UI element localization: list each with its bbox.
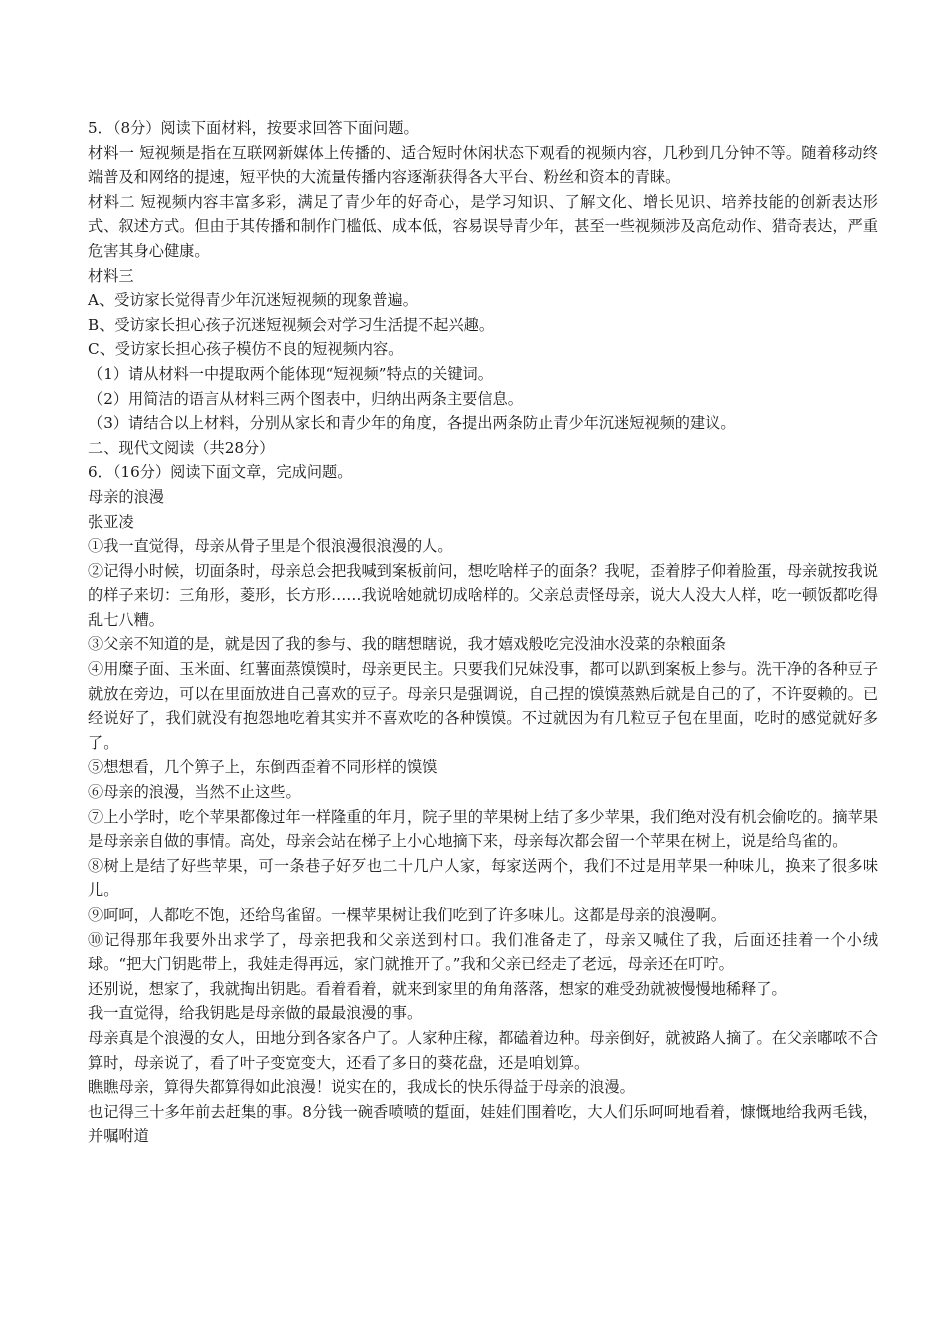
article-paragraph: ③父亲不知道的是，就是因了我的参与、我的瞎想瞎说，我才嬉戏般吃完没油水没菜的杂粮面条 bbox=[88, 635, 726, 654]
article-paragraph: 还别说，想家了，我就掏出钥匙。看着看着，就来到家里的角角落落，想家的难受劲就被慢慢地稀释了。 bbox=[88, 979, 787, 998]
article-paragraph: 瞧瞧母亲，算得失都算得如此浪漫！说实在的，我成长的快乐得益于母亲的浪漫。 bbox=[88, 1078, 635, 1097]
article-paragraph: 也记得三十多年前去赶集的事。8分钱一碗香喷喷的踅面，娃娃们围着吃，大人们乐呵呵地看着，慷慨地给我两毛钱，并嘱咐道 bbox=[88, 1102, 878, 1146]
q5-option-b: B、受访家长担心孩子沉迷短视频会对学习生活提不起兴趣。 bbox=[88, 315, 495, 334]
q6-heading: 6．（16分）阅读下面文章，完成问题。 bbox=[88, 463, 353, 482]
article-author: 张亚凌 bbox=[88, 512, 134, 531]
q5-subquestion-3: （3）请结合以上材料，分别从家长和青少年的角度，各提出两条防止青少年沉迷短视频的建议。 bbox=[88, 414, 736, 433]
article-paragraph: ⑥母亲的浪漫，当然不止这些。 bbox=[88, 783, 301, 802]
article-paragraph: ⑨呵呵，人都吃不饱，还给鸟雀留。一棵苹果树让我们吃到了许多味儿。这都是母亲的浪漫啊。 bbox=[88, 906, 726, 924]
q5-material-3-title: 材料三 bbox=[88, 266, 134, 285]
article-paragraph: ⑧树上是结了好些苹果，可一条巷子好歹也二十几户人家，每家送两个，我们不过是用苹果一种味儿，换来了很多味儿。 bbox=[88, 856, 878, 900]
q5-subquestion-2: （2）用简洁的语言从材料三两个图表中，归纳出两条主要信息。 bbox=[88, 389, 523, 408]
article-paragraph: 母亲真是个浪漫的女人，田地分到各家各户了。人家种庄稼，都磕着边种。母亲倒好，就被路人摘了。在父亲嘟哝不合算时，母亲说了，看了叶子变宽变大，还看了多日的葵花盘，还是咱划算。 bbox=[88, 1028, 878, 1072]
article-title: 母亲的浪漫 bbox=[88, 487, 164, 506]
section-2-heading: 二、现代文阅读（共28分） bbox=[88, 438, 275, 457]
q5-heading: 5．（8分）阅读下面材料，按要求回答下面问题。 bbox=[88, 119, 419, 137]
q5-subquestion-1: （1）请从材料一中提取两个能体现“短视频”特点的关键词。 bbox=[88, 364, 493, 383]
q5-option-c: C、受访家长担心孩子模仿不良的短视频内容。 bbox=[88, 340, 404, 359]
article-paragraph: ⑦上小学时，吃个苹果都像过年一样隆重的年月，院子里的苹果树上结了多少苹果，我们绝对没有机会偷吃的。摘苹果是母亲亲自做的事情。高处，母亲会站在梯子上小心地摘下来，母亲每次都会留一个苹果在树上，说是给鸟雀的。 bbox=[88, 807, 878, 851]
q5-material-1: 材料一 短视频是指在互联网新媒体上传播的、适合短时休闲状态下观看的视频内容，几秒到几分钟不等。随着移动终端普及和网络的提速，短平快的大流量传播内容逐渐获得各大平台、粉丝和资本的青睐。 bbox=[88, 143, 878, 187]
article-paragraph: ⑩记得那年我要外出求学了，母亲把我和父亲送到村口。我们准备走了，母亲又喊住了我，后面还挂着一个小绒球。“把大门钥匙带上，我娃走得再远，家门就推开了。”我和父亲已经走了老远，母亲还在叮咛。 bbox=[88, 930, 878, 974]
document-page bbox=[88, 116, 878, 1149]
article-paragraph: 我一直觉得，给我钥匙是母亲做的最最浪漫的事。 bbox=[88, 1004, 423, 1023]
article-paragraph: ①我一直觉得，母亲从骨子里是个很浪漫很浪漫的人。 bbox=[88, 537, 453, 556]
q5-material-2: 材料二 短视频内容丰富多彩，满足了青少年的好奇心，是学习知识、了解文化、增长见识、培养技能的创新表达形式、叙述方式。但由于其传播和制作门槛低、成本低，容易误导青少年，甚至一些视频涉及高危动作、猎奇表达，严重危害其身心健康。 bbox=[88, 192, 878, 260]
q5-option-a: A、受访家长觉得青少年沉迷短视频的现象普遍。 bbox=[88, 291, 418, 310]
article-paragraph: ⑤想想看，几个箅子上，东倒西歪着不同形样的馍馍 bbox=[88, 758, 438, 777]
article-paragraph: ④用糜子面、玉米面、红薯面蒸馍馍时，母亲更民主。只要我们兄妹没事，都可以趴到案板上参与。洗干净的各种豆子就放在旁边，可以在里面放进自己喜欢的豆子。母亲只是强调说，自己捏的馍馍蒸熟后就是自己的了，不许耍赖的。已经说好了，我们就没有抱怨地吃着其实并不喜欢吃的各种馍馍。不过就因为有几粒豆子包在里面，吃时的感觉就好多了。 bbox=[88, 660, 878, 752]
article-paragraph: ②记得小时候，切面条时，母亲总会把我喊到案板前问，想吃啥样子的面条？我呢，歪着脖子仰着脸蛋，母亲就按我说的样子来切：三角形，菱形，长方形……我说啥她就切成啥样的。父亲总责怪母亲，说大人没大人样，吃一顿饭都吃得乱七八糟。 bbox=[88, 561, 878, 629]
